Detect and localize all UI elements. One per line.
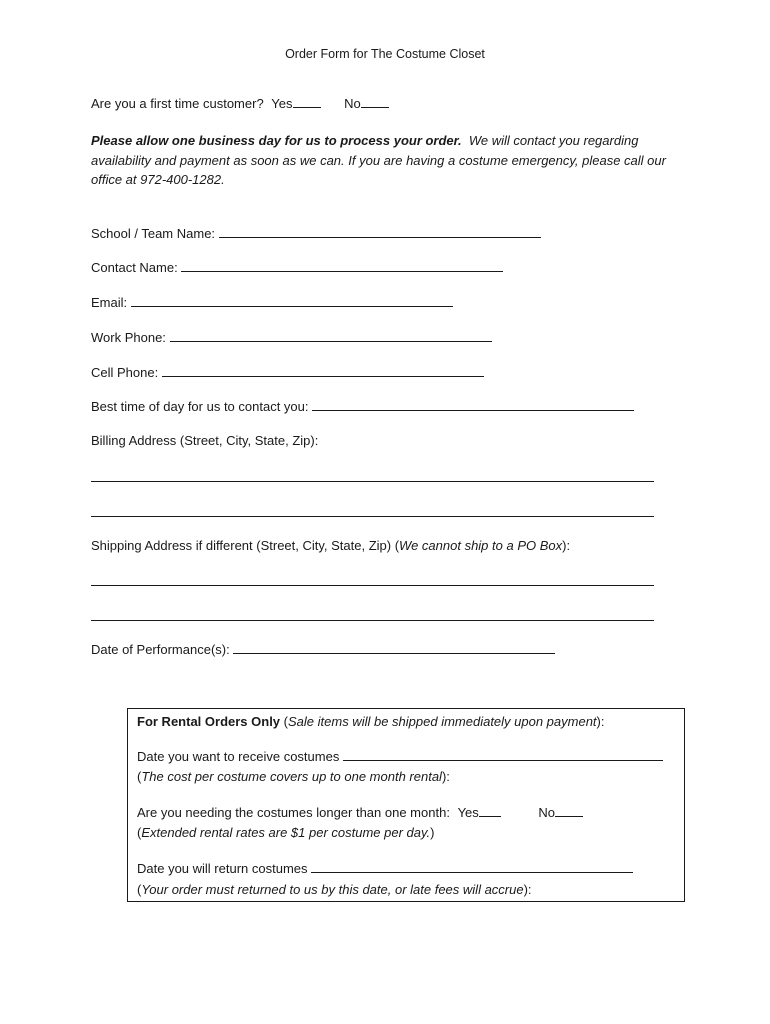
first-time-yes-label: Yes — [271, 96, 293, 111]
shipping-address-row — [91, 538, 570, 553]
email-blank[interactable] — [131, 294, 453, 307]
rental-heading-row: For Rental Orders Only (Sale items will be shipped immediately upon payment): — [137, 714, 605, 729]
cell-phone-label: Cell Phone: — [91, 365, 159, 380]
best-time-blank[interactable] — [312, 398, 634, 411]
work-phone-row — [91, 329, 492, 345]
extended-note-row: (Extended rental rates are $1 per costume per day.) — [137, 825, 435, 840]
cell-phone-row — [91, 364, 484, 380]
return-date-row — [137, 860, 633, 876]
longer-yes-label: Yes — [457, 805, 479, 820]
rental-orders-box — [127, 708, 685, 902]
return-date-blank[interactable] — [311, 860, 633, 873]
page-title: Order Form for The Costume Closet — [285, 47, 485, 61]
first-time-question: Are you a first time customer? — [91, 96, 264, 111]
contact-name-row — [91, 259, 503, 275]
shipping-address-line-2[interactable] — [91, 620, 654, 621]
billing-address-line-1[interactable] — [91, 481, 654, 482]
email-label: Email: — [91, 295, 128, 310]
shipping-address-close: ): — [562, 538, 571, 553]
longer-rental-row — [137, 804, 583, 820]
contact-name-blank[interactable] — [181, 259, 503, 272]
longer-yes-blank[interactable] — [479, 804, 501, 817]
receive-date-label: Date you want to receive costumes — [137, 749, 340, 764]
first-time-yes-blank[interactable] — [293, 95, 321, 108]
processing-notice — [91, 131, 691, 190]
school-team-row — [91, 225, 541, 241]
billing-address-label: Billing Address (Street, City, State, Zip): — [91, 433, 319, 448]
return-date-note: Your order must returned to us by this date, or late fees will accrue — [141, 882, 524, 897]
processing-notice-bold: Please allow one business day for us to process your order. — [91, 133, 462, 148]
performance-date-row — [91, 641, 555, 657]
longer-rental-question: Are you needing the costumes longer than one month: — [137, 805, 450, 820]
extended-rental-note: Extended rental rates are $1 per costume per day. — [141, 825, 431, 840]
work-phone-label: Work Phone: — [91, 330, 166, 345]
shipping-address-label: Shipping Address if different (Street, City, State, Zip) ( — [91, 538, 400, 553]
receive-date-blank[interactable] — [343, 748, 663, 761]
cell-phone-blank[interactable] — [162, 364, 484, 377]
work-phone-blank[interactable] — [170, 329, 492, 342]
longer-no-blank[interactable] — [555, 804, 583, 817]
best-time-row — [91, 398, 634, 414]
email-row — [91, 294, 453, 310]
first-time-no-blank[interactable] — [361, 95, 389, 108]
receive-date-row — [137, 748, 663, 764]
receive-date-note: The cost per costume covers up to one month rental — [141, 769, 442, 784]
return-date-label: Date you will return costumes — [137, 861, 308, 876]
school-team-label: School / Team Name: — [91, 226, 216, 241]
billing-address-line-2[interactable] — [91, 516, 654, 517]
performance-date-label: Date of Performance(s): — [91, 642, 230, 657]
return-note-row: (Your order must returned to us by this date, or late fees will accrue): — [137, 882, 532, 897]
rental-heading-note: Sale items will be shipped immediately upon payment — [288, 714, 597, 729]
rental-heading: For Rental Orders Only — [137, 714, 281, 729]
best-time-label: Best time of day for us to contact you: — [91, 399, 309, 414]
receive-note-row: (The cost per costume covers up to one month rental): — [137, 769, 450, 784]
first-time-no-label: No — [344, 96, 361, 111]
school-team-blank[interactable] — [219, 225, 541, 238]
longer-no-label: No — [538, 805, 556, 820]
first-time-customer-row — [91, 95, 389, 111]
performance-date-blank[interactable] — [233, 641, 555, 654]
shipping-po-box-note: We cannot ship to a PO Box — [399, 538, 563, 553]
shipping-address-line-1[interactable] — [91, 585, 654, 586]
processing-notice-body: We will contact you regarding availability and payment as soon as we can. If you are having a costume emergency, please call our office at 972-400-1282. — [91, 133, 666, 187]
contact-name-label: Contact Name: — [91, 260, 178, 275]
